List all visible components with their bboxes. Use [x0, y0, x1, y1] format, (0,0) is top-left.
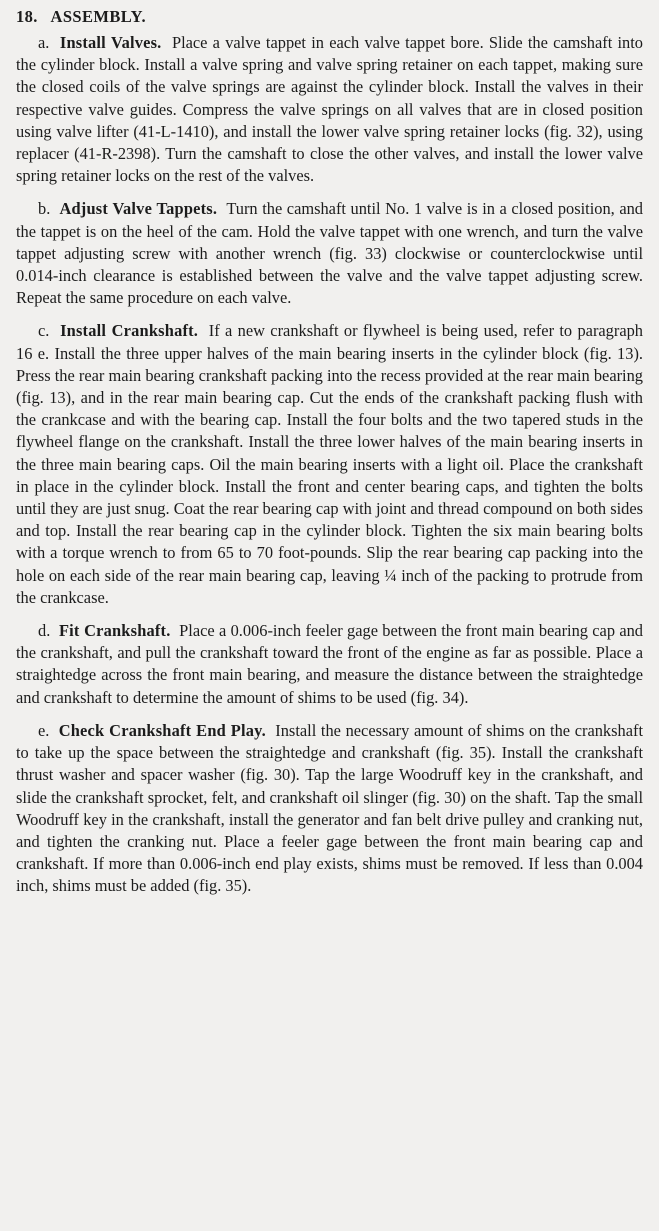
paragraph-text: Place a 0.006-inch feeler gage between the front main bearing cap and the crankshaft, and pull the crankshaft toward the front of the engine as far as possible. Place a straightedge across the front main bearing, and measure the distance between the straightedge and crankshaft to determine the amount of shims to be used (fig. 34). — [16, 621, 644, 707]
paragraph-adjust-valve-tappets — [16, 198, 643, 309]
paragraph-title: Fit Crankshaft. — [58, 621, 171, 641]
paragraph-fit-crankshaft — [16, 620, 643, 709]
paragraph-title: Check Crankshaft End Play. — [58, 720, 266, 740]
paragraph-install-crankshaft — [16, 320, 643, 609]
section-number: 18. — [16, 7, 38, 26]
section-title: ASSEMBLY. — [50, 7, 146, 26]
paragraph-title: Install Valves. — [59, 33, 162, 52]
paragraph-marker: a. — [38, 33, 50, 52]
paragraph-title: Install Crankshaft. — [60, 321, 199, 341]
paragraph-install-valves — [16, 32, 643, 187]
paragraph-text: If a new crankshaft or flywheel is being used, refer to paragraph 16 e. Install the three upper halves of the main bearing inserts in the cylinder block (fig. 13). Press the rear main bearing crankshaft packing into the recess provided at the rear main bearing (fig. 13), and in the rear main bearing cap. Cut the ends of the crankshaft packing flush with the crankcase and with the bearing cap. Install the four bolts and the two tapered studs in the flywheel flange on the crankshaft. Install the three lower halves of the main bearing inserts in the three main bearing caps. Oil the main bearing inserts with a light oil. Place the crankshaft in place in the cylinder block. Install the front and center bearing caps, and tighten the bolts until they are just snug. Coat the rear bearing cap with joint and thread compound on both sides and top. Install the rear bearing cap in the cylinder block. Tighten the six main bearing bolts with a torque wrench to from 65 to 70 foot-pounds. Slip the rear bearing cap packing into the hole on each side of the rear main bearing cap, leaving ¼ inch of the packing to protrude from the crankcase. — [16, 321, 643, 607]
paragraph-marker: c. — [38, 321, 50, 341]
paragraph-text: Place a valve tappet in each valve tappet bore. Slide the camshaft into the cylinder block. Install a valve spring and valve spring retainer on each tappet, making sure the closed coils of the valve springs are against the cylinder block. Install the valves in their respective valve guides. Compress the valve springs on all valves that are in closed position using valve lifter (41-L-1410), and install the lower valve spring retainer locks (fig. 32), using replacer (41-R-2398). Turn the camshaft to close the other valves, and install the lower valve spring retainer locks on the rest of the valves. — [16, 33, 644, 186]
paragraph-title: Adjust Valve Tappets. — [59, 199, 218, 219]
paragraph-text: Install the necessary amount of shims on the crankshaft to take up the space between the straightedge and crankshaft (fig. 35). Install the crankshaft thrust washer and spacer washer (fig. 30). Tap the large Woodruff key in the crankshaft, and slide the crankshaft sprocket, felt, and crankshaft oil slinger (fig. 30) on the shaft. Tap the small Woodruff key in the crankshaft, install the generator and fan belt drive pulley and cranking nut, and tighten the cranking nut. Place a feeler gage between the front main bearing cap and crankshaft. If more than 0.006-inch end play exists, shims must be removed. If less than 0.004 inch, shims must be added (fig. 35). — [16, 720, 643, 896]
paragraph-marker: e. — [38, 720, 50, 740]
paragraph-check-crankshaft-end-play — [16, 720, 643, 898]
section-heading — [16, 6, 643, 28]
paragraph-marker: d. — [38, 621, 51, 641]
paragraph-marker: b. — [38, 199, 51, 219]
paragraph-text: Turn the camshaft until No. 1 valve is in a closed position, and the tappet is on the heel of the cam. Hold the valve tappet with one wrench, and turn the valve tappet adjusting screw with another wrench (fig. 33) clockwise or counterclockwise until 0.014-inch clearance is established between the valve and the valve tappet adjusting screw. Repeat the same procedure on each valve. — [16, 199, 643, 308]
